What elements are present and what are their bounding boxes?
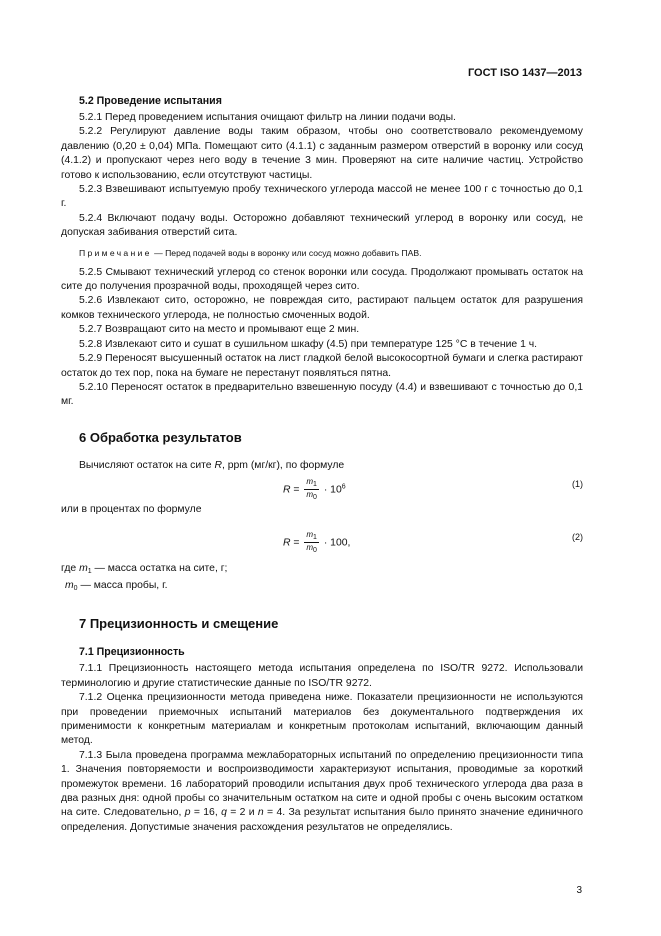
paragraph-5-2-3: 5.2.3 Взвешивают испытуемую пробу технического углерода массой не менее 100 г с точностью до 0,1 г. (61, 184, 583, 210)
formula-1-numerator: m (306, 477, 314, 487)
formula-2-tail: · 100, (323, 536, 351, 548)
where-2-text: — масса пробы, г. (77, 579, 168, 591)
where-2-sub: 0 (73, 584, 78, 592)
document-body (61, 94, 583, 835)
paragraph-7-1-3 (61, 749, 583, 835)
page-number: 3 (576, 885, 582, 896)
formula-2-denominator-sub: 0 (313, 546, 317, 554)
section-5-2-heading: 5.2 Проведение испытания (79, 95, 222, 107)
formula-1-lhs: R (283, 484, 291, 496)
intro-text: Вычисляют остаток на сите (79, 459, 215, 471)
formula-1: R = $\frac{m_1}{m_0}$ · $10^6$ (1) (283, 477, 583, 502)
section-7-1-heading: 7.1 Прецизионность (79, 646, 185, 659)
formula-2-numerator: m (306, 529, 314, 539)
where-1-variable: m (79, 562, 88, 574)
note (61, 247, 583, 259)
intro-text-end: , ppm (мг/кг), по формуле (221, 459, 345, 471)
paragraph-5-2-2: 5.2.2 Регулируют давление воды таким образом, чтобы оно соответствовало рекомендуемому давлению (0,20 ± 0,04) МПа. Помещают сито (4.1.1) с заданным размером отверстий в воронку или сосуд (4.1.2) и пропускают через него воду в течение 3 мин. Проверяют на сите наличие частиц. Устройство готово к использованию, если отсутствуют частицы. (61, 126, 583, 181)
note-label: Примечание (79, 247, 152, 258)
formula-2-numerator-sub: 1 (313, 533, 317, 541)
intro-variable: R (214, 459, 222, 471)
var-p: p (184, 807, 191, 819)
paragraph-7-1-1: 7.1.1 Прецизионность настоящего метода испытания определена по ISO/TR 9272. Использовали терминологию и другие статистические данные по ISO/TR 9272. (61, 663, 583, 689)
paragraph-5-2-7: 5.2.7 Возвращают сито на место и промывают еще 2 мин. (79, 324, 360, 336)
formula-2-number: (2) (572, 531, 583, 542)
paragraph-5-2-8: 5.2.8 Извлекают сито и сушат в сушильном шкафу (4.5) при температуре 125 °C в течение 1 ч. (79, 338, 538, 350)
paragraph-7-1-3-c: = 2 и (226, 807, 258, 819)
where-1-text: — масса остатка на сите, г; (91, 562, 228, 574)
note-text: — Перед подачей воды в воронку или сосуд можно добавить ПАВ. (151, 247, 422, 258)
paragraph-7-1-3-a: 7.1.3 Была проведена программа межлабораторных испытаний по определению прецизионности типа 1. Значения повторяемости и воспроизводимости характеризуют испытания, проводимые за короткий промежуток времени. 16 лабораторий проводили испытания двух проб технического углерода два раза в два разных дня: одной пробы со значительным остатком на сите и одной пробы с очень высоким остатком на сите. Следовательно, (61, 749, 583, 819)
formula-1-number: (1) (572, 479, 583, 490)
formula-1-fraction (304, 477, 319, 502)
formula-1-numerator-sub: 1 (313, 481, 317, 489)
section-6-heading: 6 Обработка результатов (79, 429, 242, 445)
formula-1-tail: · 10 (323, 484, 342, 496)
var-n: n (257, 807, 264, 819)
section-7-heading: 7 Прецизионность и смещение (79, 616, 279, 632)
between-formulas-text: или в процентах по формуле (61, 504, 202, 516)
formula-1-denominator-sub: 0 (313, 494, 317, 502)
formula-2-denominator: m (306, 542, 314, 552)
formula-2-fraction (304, 530, 319, 555)
paragraph-7-1-3-b: = 16, (190, 807, 222, 819)
paragraph-7-1-2: 7.1.2 Оценка прецизионности метода приведена ниже. Показатели прецизионности не используются при проведении приемочных испытаний материалов без документального подтверждения их применимости к конкретным материалам и конкретным протоколам испытаний, включающим данный метод. (61, 692, 583, 747)
where-1-sub: 1 (87, 567, 92, 575)
paragraph-5-2-5: 5.2.5 Смывают технический углерод со стенок воронки или сосуда. Продолжают промывать остаток на сите до получения прозрачной воды, проходящей через сито. (61, 266, 583, 293)
formula-2-lhs: R (283, 536, 291, 548)
paragraph-5-2-10: 5.2.10 Переносят остаток в предварительно взвешенную посуду (4.4) и взвешивают с точностью до 0,1 мг. (61, 381, 583, 408)
paragraph-5-2-6: 5.2.6 Извлекают сито, осторожно, не повреждая сито, растирают пальцем остаток для разрушения комков технического углерода, не полностью смоченных водой. (61, 295, 583, 321)
var-q: q (221, 807, 227, 819)
formula-2: R = $\frac{m_1}{m_0}$ · 100, (2) (283, 529, 583, 554)
paragraph-5-2-1: 5.2.1 Перед проведением испытания очищают фильтр на линии подачи воды. (79, 112, 456, 123)
paragraph-5-2-9: 5.2.9 Переносят высушенный остаток на лист гладкой белой высокосортной бумаги и слегка растирают остаток до тех пор, пока на бумаге не перестанут появляться пятна. (61, 353, 583, 379)
section-6-intro (61, 459, 583, 473)
paragraph-5-2-4: 5.2.4 Включают подачу воды. Осторожно добавляют технический углерод в воронку или сосуд, не допуская забивания отверстий сита. (61, 212, 583, 239)
paragraph-7-1-3-d: = 4. За результат испытания было принято значение единичного определения. Допустимые значения расхождения результатов не определялись. (61, 807, 583, 833)
where-label: где (61, 562, 80, 574)
document-header: ГОСТ ISO 1437—2013 (467, 67, 582, 79)
where-line-1 (61, 562, 583, 579)
formula-1-exponent: 6 (341, 483, 346, 491)
where-line-2 (61, 579, 583, 596)
formula-1-denominator: m (306, 490, 314, 500)
where-2-variable: m (65, 579, 74, 591)
